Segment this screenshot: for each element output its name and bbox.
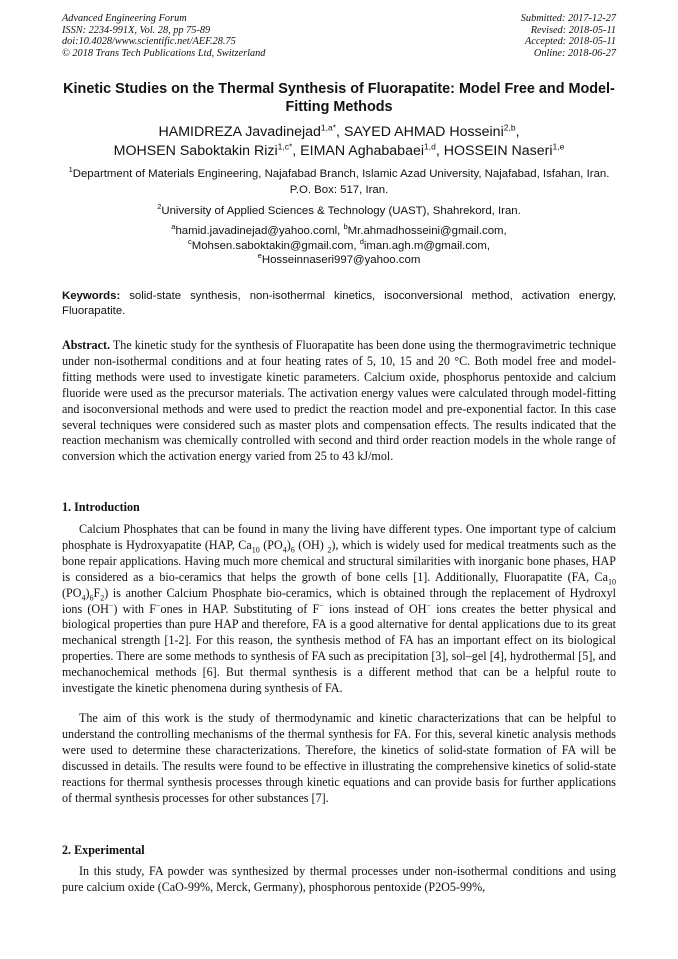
email-sup: c <box>187 236 192 246</box>
subscript: 10 <box>251 545 260 555</box>
keywords-text: solid-state synthesis, non-isothermal kinetics, isoconversional method, activation energy, Fluorapatite. <box>62 290 617 317</box>
email[interactable]: Hosseinnaseri997@yahoo.com <box>261 254 421 267</box>
author-name: EIMAN Aghababaei <box>300 143 425 159</box>
subscript: 6 <box>290 545 295 555</box>
author-name: HAMIDREZA Javadinejad <box>158 124 321 140</box>
author-list: HAMIDREZA Javadinejad$^{1,a*}$, SAYED AHMAD Hosseini$^{2,b}$, MOHSEN Saboktakin Rizi$^{1,c*}$, EIMAN Aghababaei$^{1,d}$, HOSSEIN Naseri$^{1,e}$ <box>113 122 565 159</box>
experimental-paragraph-1 <box>62 864 616 896</box>
affiliation-sup: 2 <box>157 202 162 212</box>
superscript: − <box>319 600 324 610</box>
superscript: − <box>108 600 114 610</box>
subscript: 4 <box>282 545 287 555</box>
text-run: ) <box>286 537 291 552</box>
text-run: ions instead of OH <box>323 601 427 616</box>
subscript: 2 <box>100 593 105 603</box>
author-name: MOHSEN Saboktakin Rizi <box>113 143 278 159</box>
text-run: ) with F <box>113 601 157 616</box>
keywords-label: Keywords: <box>62 290 121 302</box>
email[interactable]: hamid.javadinejad@yahoo.coml <box>175 225 338 237</box>
subscript: 2 <box>327 545 332 555</box>
text-run: (PO <box>259 537 283 552</box>
header-right <box>521 13 616 59</box>
abstract <box>62 338 616 465</box>
text-run: ) <box>85 585 90 600</box>
text-run: (OH) <box>294 537 328 552</box>
copyright: © 2018 Trans Tech Publications Ltd, Switzerland <box>62 47 266 59</box>
email-sup: d <box>359 236 364 246</box>
header-left <box>62 13 265 59</box>
intro-paragraph-1 <box>62 522 616 697</box>
superscript: − <box>426 600 432 610</box>
text-run: ones in HAP. Substituting of F <box>160 601 320 616</box>
abstract-text: The kinetic study for the synthesis of Fluorapatite has been done using the thermogravimetric technique under non-isothermal conditions and at four heating rates of 5, 10, 15 and 20 °C. Both model free and model-fitting methods were used to investigate kinetic parameters. Calcium oxide, phosphorus pentoxide and calcium fluoride were used as the precursor materials. The activation energy values were calculated through model-fitting and isoconversional methods and were used to predict the reaction model and pre-exponential factor. In this case several techniques were considered such as master plots and compensation effects. The results indicated that the reaction mechanism was chemically controlled with second and third order reaction models in the whole range of conversion which the activation energy varied from 25 to 43 kJ/mol. <box>62 338 616 464</box>
text-run: Calcium Phosphates that can be found in many the living have different types. One important type of calcium phosphate is Hydroxyapatite (HAP, Ca <box>62 522 616 552</box>
revised-date: Revised: 2018-05-11 <box>530 24 616 36</box>
text-run: The aim of this work is the study of thermodynamic and kinetic characterizations that can be helpful to understand the controlling mechanisms of the thermal synthesis for FA. For this, several kinetic analysis methods were used to determine these characterizations. Therefore, the kinetics of solid-state formation of FA will be discussed in details. The results were found to be effective in illustrating the comprehensive kinetics of solid-state reactions for thermal synthesis processes through kinetic equations and can provide basis for further applications of thermal synthesis processes for other substances [7]. <box>62 711 616 805</box>
subscript: 6 <box>89 593 94 603</box>
email[interactable]: Mohsen.saboktakin@gmail.com <box>191 239 354 252</box>
email-sup: b <box>343 222 348 232</box>
email[interactable]: iman.agh.m@gmail.com <box>363 239 487 252</box>
keywords <box>62 289 616 318</box>
email-sup: a <box>171 222 176 232</box>
author-sup: 1,d <box>424 141 436 152</box>
affiliation <box>62 166 616 198</box>
submitted-date: Submitted: 2017-12-27 <box>520 13 616 24</box>
text-run: ions creates the better physical and biological properties than pure HAP and therefore, FA is a good alternative for dental applications due to its great mechanical strength [1-2]. For this reason, the synthesis method of FA has an important effect on its biological properties. There are some methods to synthesis of FA such as precipitation [3], sol–gel [4], hydrothermal [5], and mechanochemical methods [6]. But thermal synthesis is a different method that can be a helpful route to investigate the kinetic phenomena during synthesis of FA. <box>62 601 616 696</box>
author-sup: 2,b <box>503 122 516 133</box>
text-run: (PO <box>62 585 82 600</box>
intro-paragraph-2 <box>62 711 616 806</box>
subscript: 10 <box>608 577 616 587</box>
section-heading-introduction: 1. Introduction <box>62 500 140 514</box>
affiliation-text: University of Applied Sciences & Technology (UAST), Shahrekord, Iran. <box>161 205 521 217</box>
journal-name: Advanced Engineering Forum <box>62 13 187 24</box>
section-heading-experimental: 2. Experimental <box>62 843 145 857</box>
text-run: In this study, FA powder was synthesized by thermal processes under non-isothermal conditions and using pure calcium oxide (CaO-99%, Merck, Germany), phosphorous pentoxide (P2O5-99%, <box>62 864 616 894</box>
text-run: ) is another Calcium Phosphate bio-ceramics, which is obtained through the replacement of Hydroxyl ions (OH <box>62 585 616 616</box>
author-name: HOSSEIN Naseri <box>443 143 553 159</box>
subscript: 4 <box>81 593 86 603</box>
affiliation-text: Department of Materials Engineering, Najafabad Branch, Islamic Azad University, Najafabad, Isfahan, Iran. P.O. Box: 517, Iran. <box>72 168 610 196</box>
affiliation-sup: 1 <box>68 165 73 175</box>
email-list: $^a$hamid.javadinejad@yahoo.coml, $^b$Mr.ahmadhosseini@gmail.com, $^c$Mohsen.saboktakin@gmail.com, $^d$iman.agh.m@gmail.com, $^e$Hosseinnaseri997@yahoo.com <box>171 222 507 267</box>
accepted-date: Accepted: 2018-05-11 <box>524 36 616 48</box>
superscript: − <box>156 600 161 610</box>
author-name: SAYED AHMAD Hosseini <box>343 124 504 140</box>
email-sup: e <box>257 251 262 261</box>
text-run: ), which is widely used for medical treatments such as the bone repair applications. Having much more chemical and structural similarities with inorganic bone phases, HAP is considered as a bio-ceramics that helps the growth of bone cells [1]. Additionally, Fluorapatite (FA, Ca <box>62 537 617 584</box>
author-sup: 1,a* <box>320 122 337 133</box>
author-sup: 1,c* <box>277 141 293 152</box>
issn: ISSN: 2234-991X, Vol. 28, pp 75-89 <box>62 24 211 36</box>
abstract-label: Abstract. <box>62 338 111 352</box>
author-sup: 1,e <box>552 141 565 152</box>
paper-title: Kinetic Studies on the Thermal Synthesis of Fluorapatite: Model Free and Model-Fitting Methods <box>63 81 615 115</box>
email[interactable]: Mr.ahmadhosseini@gmail.com <box>347 225 504 237</box>
doi[interactable]: doi:10.4028/www.scientific.net/AEF.28.75 <box>62 36 236 48</box>
online-date: Online: 2018-06-27 <box>533 47 616 59</box>
text-run: F <box>93 585 101 600</box>
affiliation <box>62 203 616 219</box>
